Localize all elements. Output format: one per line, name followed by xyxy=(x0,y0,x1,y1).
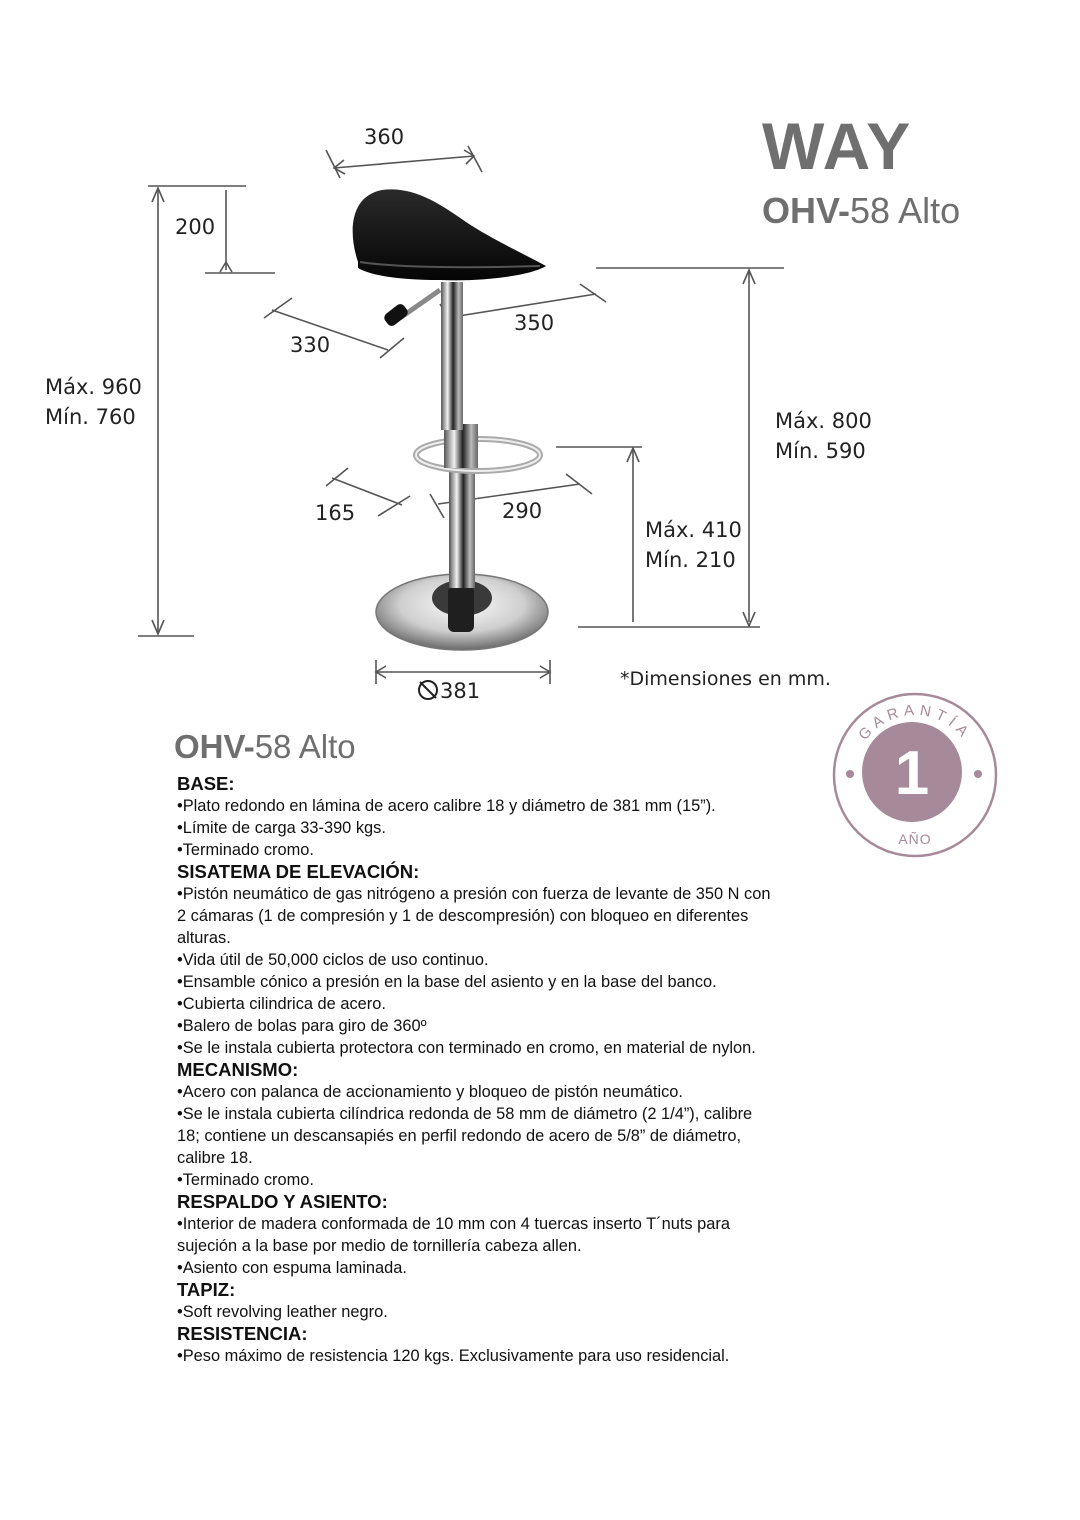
seat-height-max: Máx. 800 xyxy=(775,409,872,433)
model-code: OHV- xyxy=(762,190,851,231)
spec-item: •Acero con palanca de accionamiento y bloqueo de pistón neumático. xyxy=(177,1083,683,1101)
seat-height-label xyxy=(775,406,872,466)
spec-item: •Se le instala cubierta protectora con terminado en cromo, en material de nylon. xyxy=(177,1039,756,1057)
diameter-icon xyxy=(416,678,440,702)
spec-item: •Asiento con espuma laminada. xyxy=(177,1259,407,1277)
footrest-right-label: 290 xyxy=(502,499,543,523)
spec-item: •Soft revolving leather negro. xyxy=(177,1303,388,1321)
brand-title: WAY xyxy=(762,109,913,183)
spec-item: •Terminado cromo. xyxy=(177,841,314,859)
base-diameter-label xyxy=(416,676,480,706)
base-diameter-value: 381 xyxy=(440,679,481,703)
spec-heading-resistance: RESISTENCIA: xyxy=(177,1323,308,1344)
footrest-left-label: 165 xyxy=(315,501,356,525)
specs-title-code: OHV- xyxy=(174,728,255,765)
spec-item: •Límite de carga 33-390 kgs. xyxy=(177,819,386,837)
model-name: 58 Alto xyxy=(850,190,961,231)
spec-heading-mechanism: MECANISMO: xyxy=(177,1059,299,1080)
spec-item: •Balero de bolas para giro de 360º xyxy=(177,1017,427,1035)
spec-item: •Vida útil de 50,000 ciclos de uso continuo. xyxy=(177,951,489,969)
seat-depth-right-label: 350 xyxy=(514,311,555,335)
total-height-max: Máx. 960 xyxy=(45,375,142,399)
stool-illustration xyxy=(353,189,548,650)
total-height-min: Mín. 760 xyxy=(45,405,136,429)
spec-item: •Terminado cromo. xyxy=(177,1171,314,1189)
warranty-top-text: GARANTÍA xyxy=(855,701,975,744)
spec-heading-base: BASE: xyxy=(177,773,235,794)
spec-item: •Pistón neumático de gas nitrógeno a presión con fuerza de levante de 350 N con 2 cámaras (1 de compresión y 1 de descompresión) con bloqueo en diferentes alturas. xyxy=(177,885,771,947)
spec-heading-upholstery: TAPIZ: xyxy=(177,1279,236,1300)
units-note: *Dimensiones en mm. xyxy=(620,668,831,690)
spec-item: •Interior de madera conformada de 10 mm con 4 tuercas inserto T´nuts para sujeción a la base por medio de tornillería cabeza allen. xyxy=(177,1215,730,1255)
footrest-height-min: Mín. 210 xyxy=(645,548,736,572)
spec-item: •Se le instala cubierta cilíndrica redonda de 58 mm de diámetro (2 1/4”), calibre 18; contiene un descansapiés en perfil redondo de acero de 5/8” de diámetro, calibre 18. xyxy=(177,1105,753,1167)
warranty-number: 1 xyxy=(894,739,930,808)
seat-depth-left-label: 330 xyxy=(290,333,331,357)
footrest-height-max: Máx. 410 xyxy=(645,518,742,542)
specs-title-name: 58 Alto xyxy=(254,728,356,765)
total-height-label xyxy=(45,372,142,432)
spec-item: •Ensamble cónico a presión en la base del asiento y en la base del banco. xyxy=(177,973,717,991)
warranty-bottom-text: AÑO xyxy=(898,831,932,847)
specs-title xyxy=(174,728,356,766)
stool-diagram xyxy=(0,0,1080,720)
spec-item: •Peso máximo de resistencia 120 kgs. Exclusivamente para uso residencial. xyxy=(177,1347,730,1365)
spec-item: •Cubierta cilindrica de acero. xyxy=(177,995,386,1013)
warranty-seal xyxy=(830,690,1000,860)
spec-list xyxy=(177,773,777,1367)
seat-height-min: Mín. 590 xyxy=(775,439,866,463)
seat-width-label: 360 xyxy=(364,125,405,149)
spec-item: •Plato redondo en lámina de acero calibre 18 y diámetro de 381 mm (15”). xyxy=(177,797,716,815)
footrest-height-label xyxy=(645,515,742,575)
spec-heading-elevation: SISATEMA DE ELEVACIÓN: xyxy=(177,861,420,882)
backrest-height-label: 200 xyxy=(175,215,216,239)
spec-heading-backrest-seat: RESPALDO Y ASIENTO: xyxy=(177,1191,388,1212)
